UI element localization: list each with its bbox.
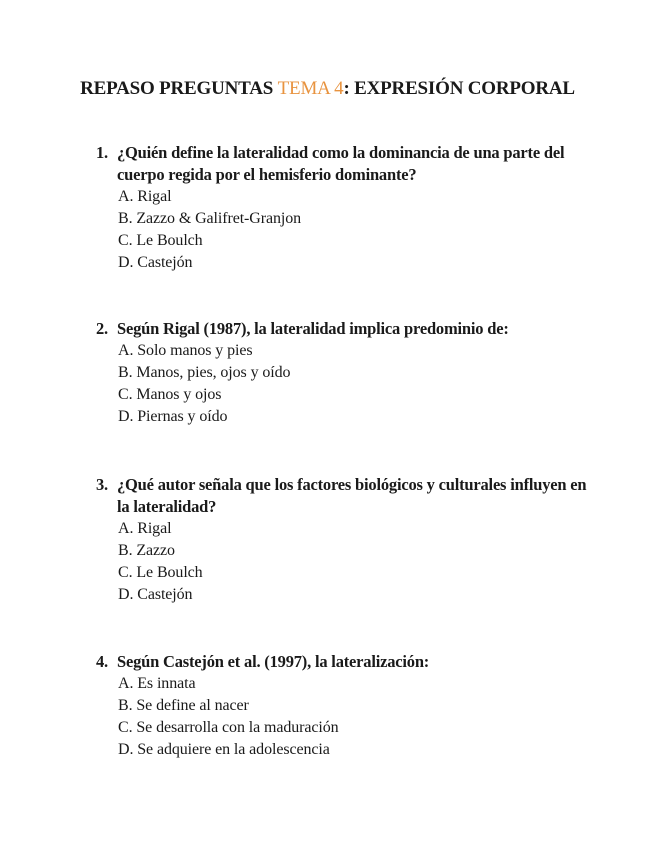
question-number: 4. — [96, 652, 108, 671]
title-suffix: : EXPRESIÓN CORPORAL — [343, 78, 575, 99]
option-a: A. Rigal — [118, 520, 172, 537]
answer-options — [96, 340, 596, 428]
option-b: B. Zazzo — [118, 542, 175, 559]
option-d: D. Castejón — [118, 254, 193, 271]
question-number: 2. — [96, 319, 108, 338]
option-c: C. Le Boulch — [118, 232, 203, 249]
option-c: C. Se desarrolla con la maduración — [118, 719, 339, 736]
option-b: B. Zazzo & Galifret-Granjon — [118, 210, 302, 227]
question-text: ¿Qué autor señala que los factores biológicos y culturales influyen en la lateralidad? — [117, 475, 587, 516]
question-header — [96, 651, 596, 673]
question-number: 1. — [96, 143, 108, 162]
option-b: B. Se define al nacer — [118, 697, 249, 714]
option-c: C. Le Boulch — [118, 564, 203, 581]
answer-options — [96, 518, 596, 606]
option-a: A. Es innata — [118, 675, 196, 692]
option-b: B. Manos, pies, ojos y oído — [118, 364, 291, 381]
option-d: D. Se adquiere en la adolescencia — [118, 741, 330, 758]
question-header — [96, 474, 596, 518]
question-2 — [96, 318, 596, 428]
title-prefix: REPASO PREGUNTAS — [80, 78, 278, 99]
question-3 — [96, 474, 596, 606]
option-d: D. Castejón — [118, 586, 193, 603]
page-title — [0, 78, 655, 100]
question-1 — [96, 142, 596, 274]
question-header — [96, 318, 596, 340]
question-text: Según Rigal (1987), la lateralidad implica predominio de: — [117, 319, 509, 338]
answer-options — [96, 673, 596, 761]
question-number: 3. — [96, 475, 108, 494]
question-text: ¿Quién define la lateralidad como la dominancia de una parte del cuerpo regida por el hemisferio dominante? — [117, 143, 565, 184]
answer-options — [96, 186, 596, 274]
option-c: C. Manos y ojos — [118, 386, 222, 403]
option-a: A. Rigal — [118, 188, 172, 205]
option-a: A. Solo manos y pies — [118, 342, 253, 359]
question-text: Según Castejón et al. (1997), la lateralización: — [117, 652, 430, 671]
option-d: D. Piernas y oído — [118, 408, 228, 425]
question-4 — [96, 651, 596, 761]
question-header — [96, 142, 596, 186]
title-accent: TEMA 4 — [277, 78, 344, 99]
